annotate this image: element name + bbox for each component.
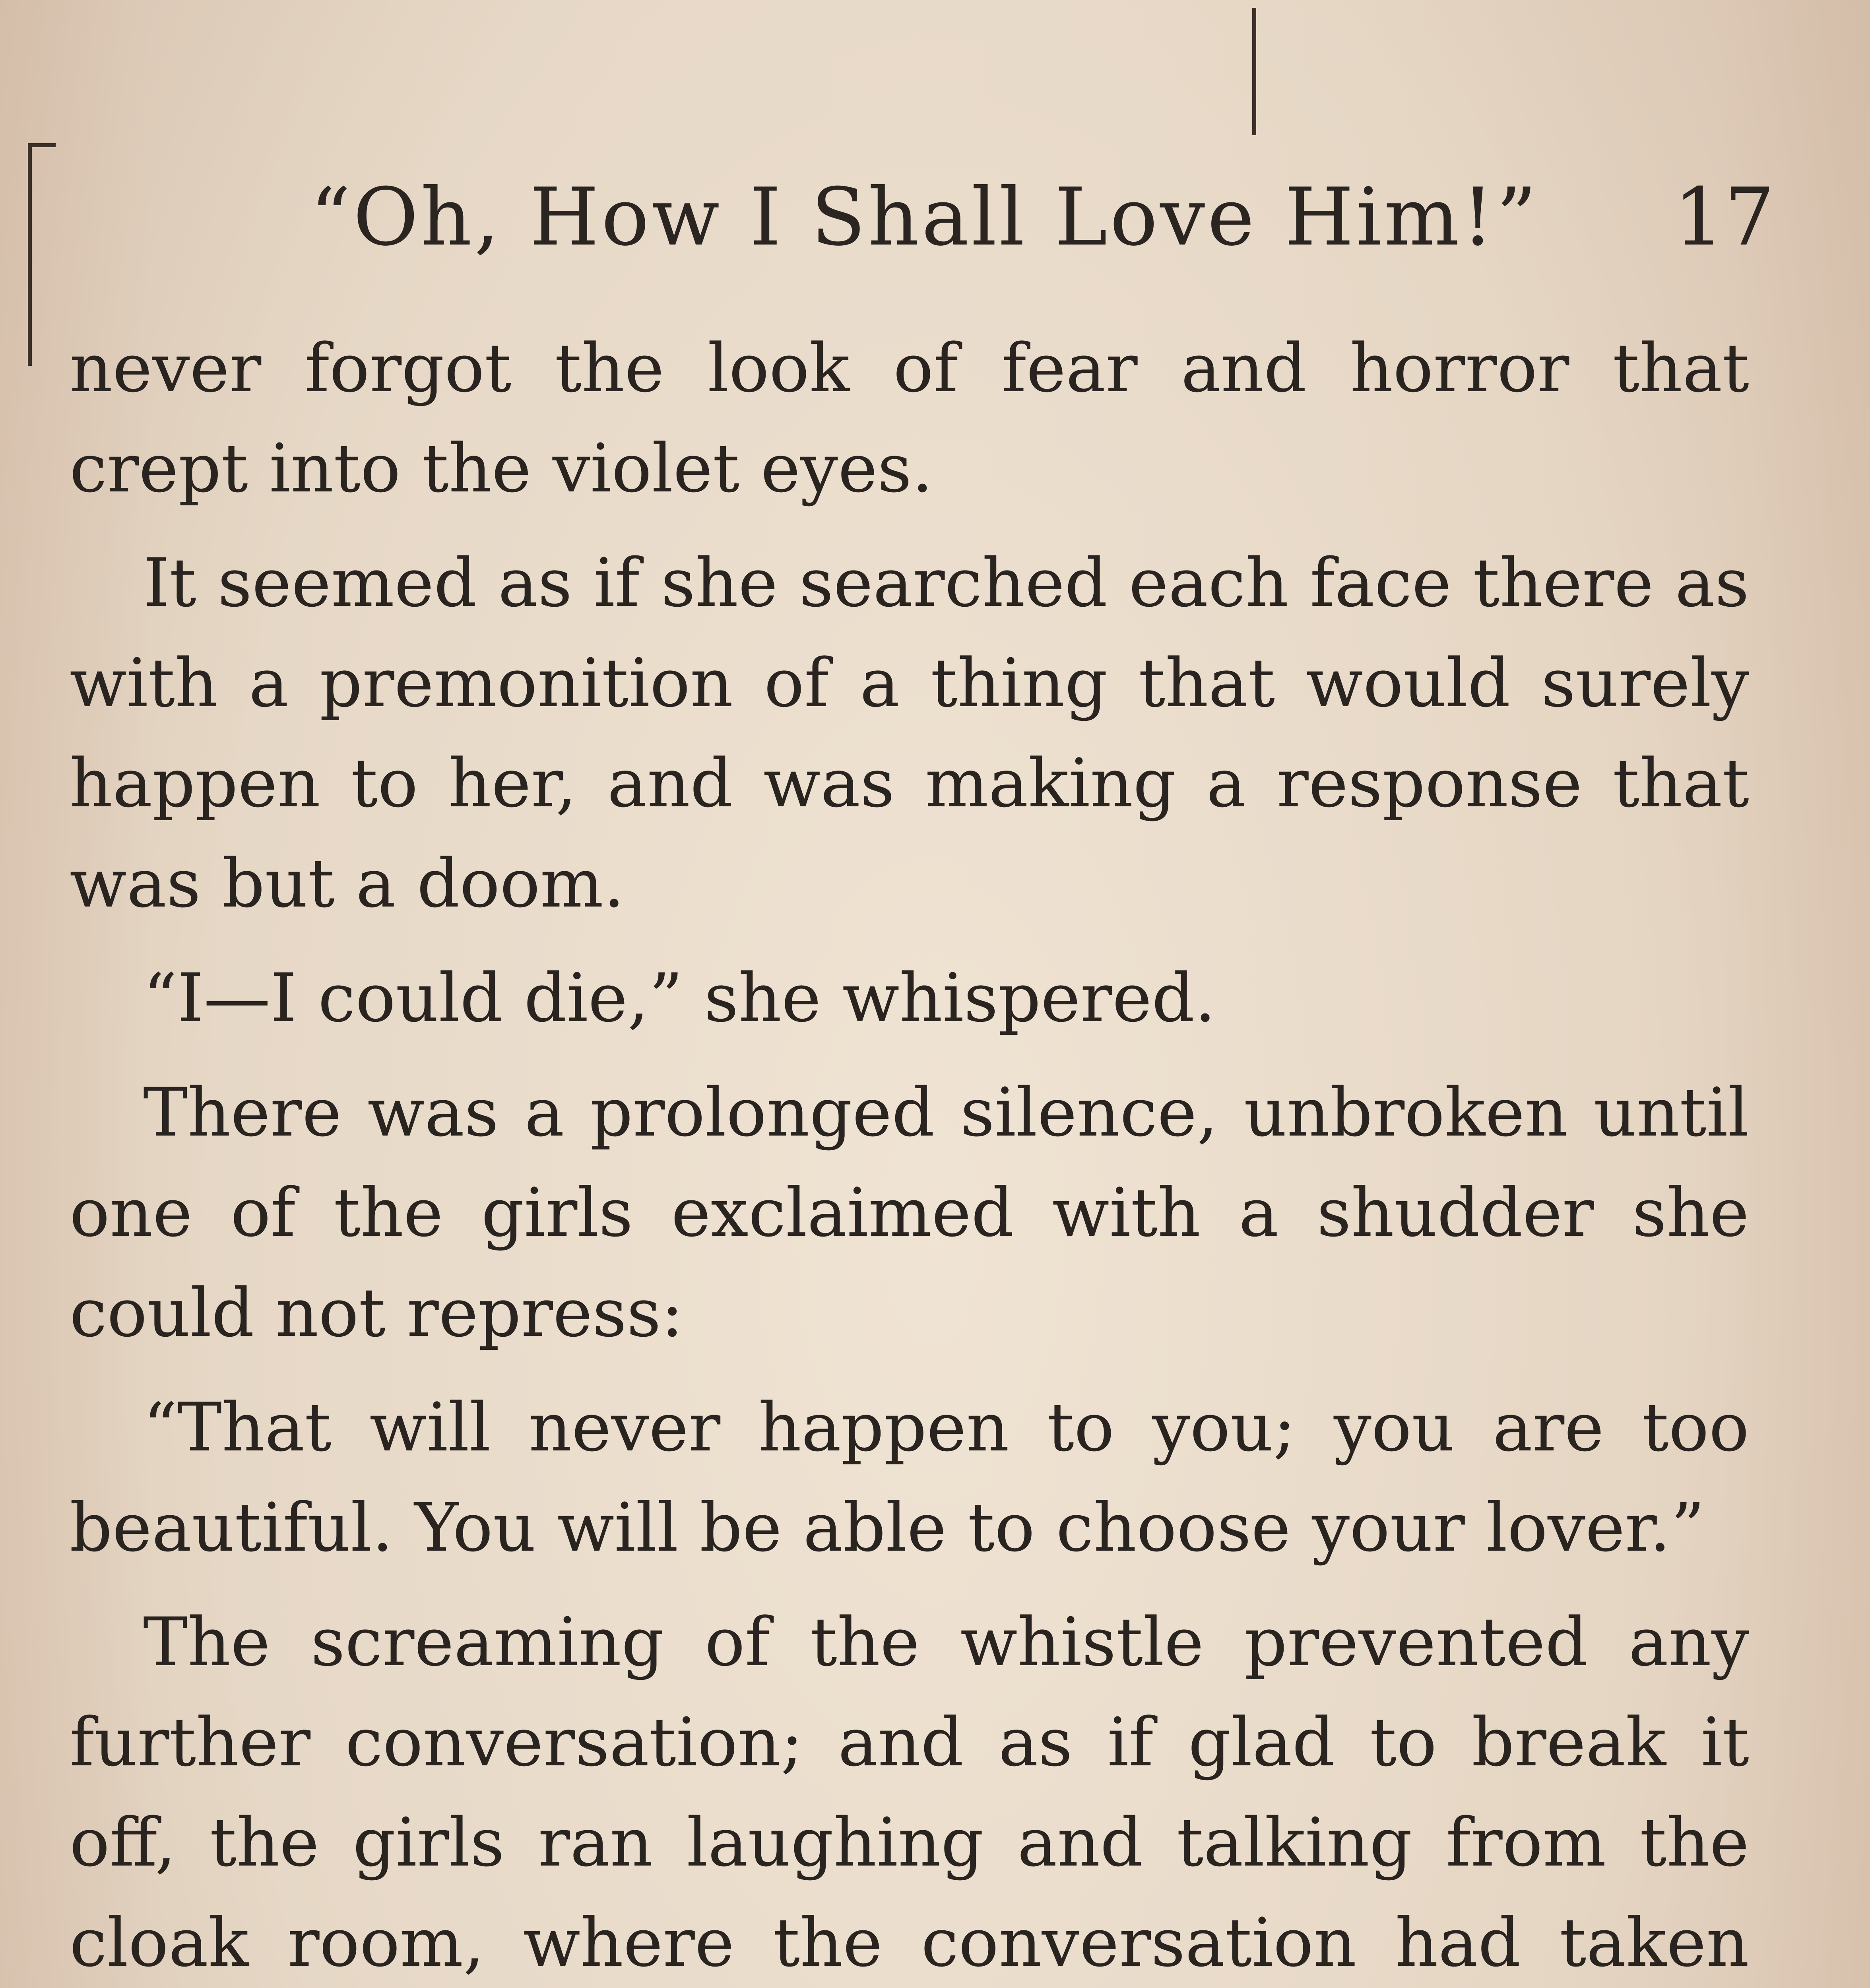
- running-head: “Oh, How I Shall Love Him!”: [310, 171, 1539, 264]
- ink-mark: [1252, 8, 1256, 135]
- paragraph: The screaming of the whistle prevented any further conversation; and as if glad to break it off, the girls ran laughing and talking from the cloak room, where the conversation had taken: [70, 1603, 1749, 1982]
- paragraph: There was a prolonged silence, unbroken until one of the girls exclaimed with a shudder she could not repress:: [70, 1074, 1749, 1352]
- page-header: [0, 155, 1870, 274]
- paragraph: never forgot the look of fear and horror that crept into the violet eyes.: [70, 329, 1749, 507]
- paragraph: It seemed as if she searched each face there as with a premonition of a thing that would surely happen to her, and was making a response that was but a doom.: [70, 544, 1749, 922]
- paragraph: “I—I could die,” she whispered.: [143, 959, 1216, 1037]
- body-text: [70, 318, 1749, 1988]
- paragraph: “That will never happen to you; you are too beautiful. You will be able to choose your lover.”: [70, 1388, 1749, 1567]
- margin-tick: [28, 143, 56, 147]
- page-number: 17: [1674, 171, 1775, 264]
